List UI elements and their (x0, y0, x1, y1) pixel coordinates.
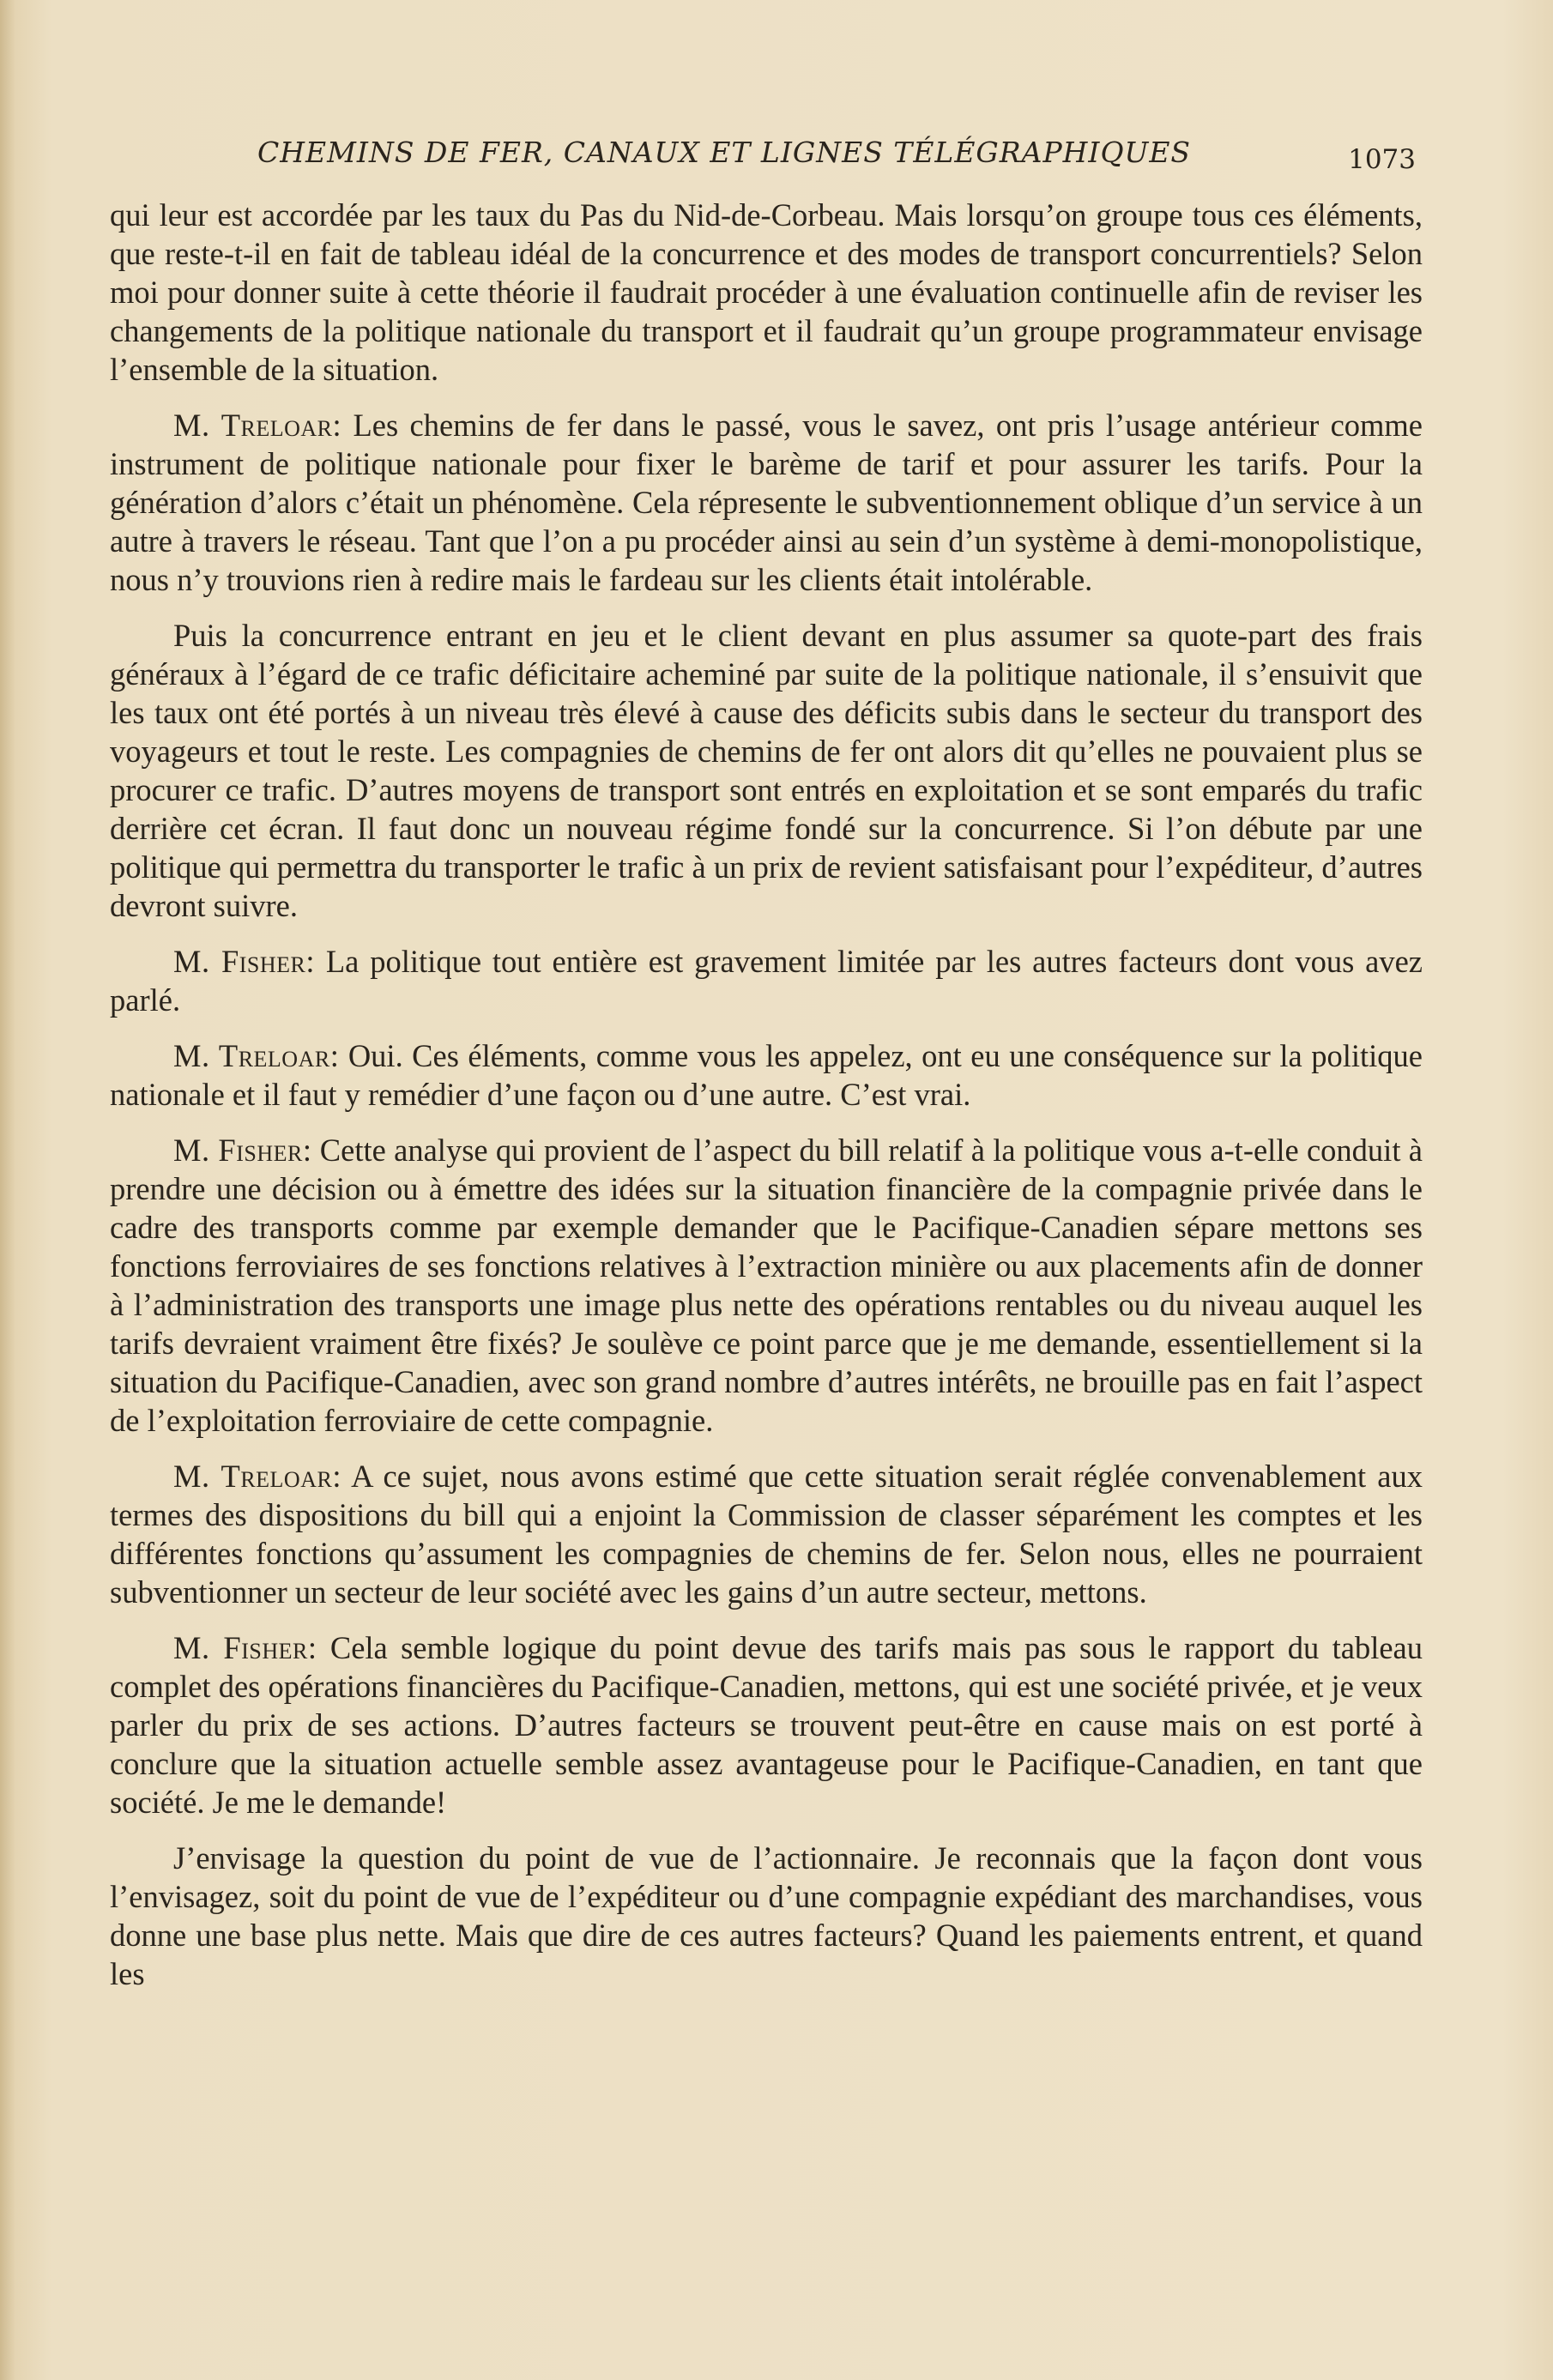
running-head: CHEMINS DE FER, CANAUX ET LIGNES TÉLÉGRAPHIQUES (257, 136, 1192, 169)
paragraph-text: Oui. Ces éléments, comme vous les appelez, ont eu une conséquence sur la politique nationale et il faut y remédier d’une façon ou d’une autre. C’est vrai. (110, 1038, 1423, 1112)
paragraph-text: La politique tout entière est gravement limitée par les autres facteurs dont vous avez parlé. (110, 944, 1423, 1018)
paragraph-4 (110, 942, 1423, 1019)
speaker-name: M. Fisher: (173, 944, 316, 979)
speaker-name: M. Treloar: (173, 408, 342, 443)
paragraph-text: J’envisage la question du point de vue de l’actionnaire. Je reconnais que la façon dont vous l’envisagez, soit du point de vue de l’expéditeur ou d’une compagnie expédiant des marchandises, vous donne une base plus nette. Mais que dire de ces autres facteurs? Quand les paiements entrent, et quand les (110, 1840, 1423, 1991)
paragraph-6 (110, 1131, 1423, 1440)
paragraph-text: A ce sujet, nous avons estimé que cette situation serait réglée convenablement aux termes des dispositions du bill qui a enjoint la Commission de classer séparément les comptes et les différentes fonctions qu’assument les compagnies de chemins de fer. Selon nous, elles ne pourraient subventionner un secteur de leur société avec les gains d’un autre secteur, mettons. (110, 1459, 1423, 1610)
page-body (110, 196, 1423, 2010)
paragraph-5 (110, 1036, 1423, 1114)
speaker-name: M. Fisher: (173, 1630, 317, 1665)
speaker-name: M. Treloar: (173, 1038, 340, 1073)
paragraph-text: Les chemins de fer dans le passé, vous le savez, ont pris l’usage antérieur comme instrument de politique nationale pour fixer le barème de tarif et pour assurer les tarifs. Pour la génération d’alors c’était un phénomène. Cela répresente le subventionnement oblique d’un service à un autre à travers le réseau. Tant que l’on a pu procéder ainsi au sein d’un système à demi-monopolistique, nous n’y trouvions rien à redire mais le fardeau sur les clients était intolérable. (110, 408, 1423, 597)
paragraph-7 (110, 1457, 1423, 1611)
paragraph-text: qui leur est accordée par les taux du Pas du Nid-de-Corbeau. Mais lorsqu’on groupe tous ces éléments, que reste-t-il en fait de tableau idéal de la concurrence et des modes de transport concurrentiels? Selon moi pour donner suite à cette théorie il faudrait procéder à une évaluation continuelle afin de reviser les changements de la politique nationale du transport et il faudrait qu’un groupe programmateur envisage l’ensemble de la situation. (110, 197, 1423, 387)
paragraph-text: Puis la concurrence entrant en jeu et le client devant en plus assumer sa quote-part des frais généraux à l’égard de ce trafic déficitaire acheminé par suite de la politique nationale, il s’ensuivit que les taux ont été portés à un niveau très élevé à cause des déficits subis dans le secteur du transport des voyageurs et tout le reste. Les compagnies de chemins de fer ont alors dit qu’elles ne pouvaient plus se procurer ce trafic. D’autres moyens de transport sont entrés en exploitation et se sont emparés du trafic derrière cet écran. Il faut donc un nouveau régime fondé sur la concurrence. Si l’on débute par une politique qui permettra du transporter le trafic à un prix de revient satisfaisant pour l’expéditeur, d’autres devront suivre. (110, 618, 1423, 923)
speaker-name: M. Treloar: (173, 1459, 341, 1494)
paragraph-8 (110, 1628, 1423, 1821)
paragraph-text: Cela semble logique du point devue des tarifs mais pas sous le rapport du tableau complet des opérations financières du Pacifique-Canadien, mettons, qui est une société privée, et je veux parler du prix de ses actions. D’autres facteurs se trouvent peut-être en cause mais on est porté à conclure que la situation actuelle semble assez avantageuse pour le Pacifique-Canadien, en tant que société. Je me le demande! (110, 1630, 1423, 1820)
page-number: 1073 (1348, 144, 1416, 175)
paragraph-text: Cette analyse qui provient de l’aspect du bill relatif à la politique vous a-t-elle conduit à prendre une décision ou à émettre des idées sur la situation financière de la compagnie privée dans le cadre des transports comme par exemple demander que le Pacifique-Canadien sépare mettons ses fonctions ferroviaires de ses fonctions relatives à l’extraction minière ou aux placements afin de donner à l’administration des transports une image plus nette des opérations rentables ou du niveau auquel les tarifs devraient vraiment être fixés? Je soulève ce point parce que je me demande, essentiellement si la situation du Pacifique-Canadien, avec son grand nombre d’autres intérêts, ne brouille pas en fait l’aspect de l’exploitation ferroviaire de cette compagnie. (110, 1133, 1423, 1438)
paragraph-3 (110, 616, 1423, 925)
paragraph-1 (110, 196, 1423, 389)
paragraph-2 (110, 406, 1423, 599)
speaker-name: M. Fisher: (173, 1133, 312, 1168)
page-header (257, 129, 1416, 180)
paragraph-9 (110, 1839, 1423, 1993)
